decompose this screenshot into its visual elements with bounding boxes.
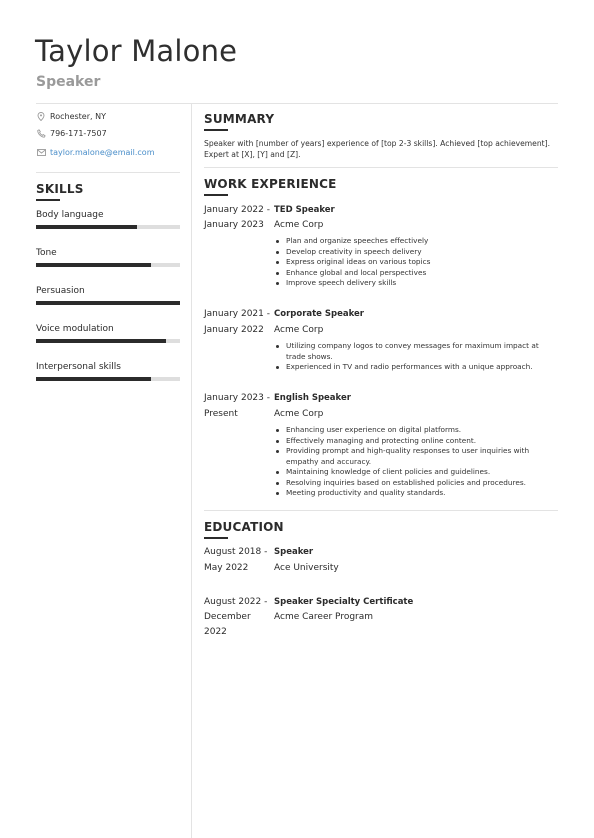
skill-level-bar: [36, 263, 180, 267]
skill-level-fill: [36, 263, 151, 267]
summary-heading-underline: [204, 129, 228, 131]
job-bullet: Plan and organize speeches effectively: [286, 236, 558, 247]
job-bullet: Experienced in TV and radio performances with a unique approach.: [286, 362, 558, 373]
skill-level-fill: [36, 225, 137, 229]
job-bullet: Resolving inquiries based on established policies and procedures.: [286, 478, 558, 489]
job-bullet: Enhancing user experience on digital platforms.: [286, 425, 558, 436]
job-company: Acme Corp: [274, 409, 324, 419]
skill-name: Interpersonal skills: [36, 362, 121, 372]
job-date-from: January 2021 -: [204, 309, 270, 319]
skill-name: Voice modulation: [36, 324, 114, 334]
skill-item: [36, 209, 180, 221]
job-bullets: [286, 236, 558, 289]
job-bullet: Enhance global and local perspectives: [286, 268, 558, 279]
envelope-icon: [36, 147, 46, 157]
edu-degree: Speaker Specialty Certificate: [274, 597, 414, 607]
skill-item: [36, 323, 180, 335]
experience-heading-underline: [204, 194, 228, 196]
phone-icon: [36, 128, 46, 138]
edu-date-to: December 2022: [204, 612, 251, 637]
skill-level-fill: [36, 339, 166, 343]
job-bullets: [286, 341, 558, 373]
job-bullet: Utilizing company logos to convey messages for maximum impact at trade shows.: [286, 341, 558, 362]
column-divider: [191, 104, 192, 838]
job-date-to: January 2023: [204, 220, 264, 230]
contact-phone: [36, 128, 107, 138]
location-pin-icon: [36, 111, 46, 121]
job-bullets: [286, 425, 558, 499]
job-bullet: Meeting productivity and quality standards.: [286, 488, 558, 499]
skill-level-bar: [36, 225, 180, 229]
edu-school: Ace University: [274, 563, 339, 573]
phone-text: 796-171-7507: [50, 128, 107, 138]
candidate-title: Speaker: [36, 74, 101, 90]
summary-text: Speaker with [number of years] experience of [top 2-3 skills]. Achieved [top achievement]. Expert at [X], [Y] and [Z].: [204, 139, 551, 159]
edu-school: Acme Career Program: [274, 612, 374, 622]
job-company: Acme Corp: [274, 325, 324, 335]
job-bullet: Providing prompt and high-quality responses to user inquiries with empathy and accuracy.: [286, 446, 558, 467]
summary-heading: SUMMARY: [204, 112, 275, 126]
job-bullet: Maintaining knowledge of client policies and guidelines.: [286, 467, 558, 478]
job-date-from: January 2022 -: [204, 205, 270, 215]
skill-level-bar: [36, 339, 180, 343]
summary-divider: [204, 167, 558, 168]
edu-date-from: August 2018 -: [204, 547, 268, 557]
job-date-from: January 2023 -: [204, 393, 270, 403]
sidebar-divider: [36, 172, 180, 173]
edu-degree: Speaker: [274, 547, 314, 557]
skill-item: [36, 247, 180, 259]
job-title: English Speaker: [274, 393, 351, 403]
skill-item: [36, 285, 180, 297]
email-link[interactable]: taylor.malone@email.com: [50, 147, 155, 157]
skill-name: Persuasion: [36, 286, 85, 296]
job-date-to: Present: [204, 409, 238, 419]
job-bullet: Improve speech delivery skills: [286, 278, 558, 289]
job-bullet: Express original ideas on various topics: [286, 257, 558, 268]
job-title: TED Speaker: [274, 205, 335, 215]
skill-name: Tone: [36, 248, 57, 258]
header-divider: [36, 103, 558, 104]
skill-level-bar: [36, 301, 180, 305]
skills-heading: SKILLS: [36, 182, 84, 196]
location-text: Rochester, NY: [50, 111, 106, 121]
candidate-name: Taylor Malone: [35, 34, 238, 68]
experience-heading: WORK EXPERIENCE: [204, 177, 337, 191]
skill-level-fill: [36, 377, 151, 381]
skill-name: Body language: [36, 210, 104, 220]
experience-divider: [204, 510, 558, 511]
job-title: Corporate Speaker: [274, 309, 364, 319]
contact-email[interactable]: [36, 147, 154, 157]
skill-level-fill: [36, 301, 180, 305]
job-bullet: Develop creativity in speech delivery: [286, 247, 558, 258]
skill-level-bar: [36, 377, 180, 381]
job-company: Acme Corp: [274, 220, 324, 230]
contact-location: [36, 111, 106, 121]
edu-date-from: August 2022 -: [204, 597, 268, 607]
job-date-to: January 2022: [204, 325, 264, 335]
education-heading: EDUCATION: [204, 520, 284, 534]
skill-item: [36, 361, 180, 373]
edu-date-to: May 2022: [204, 563, 249, 573]
job-bullet: Effectively managing and protecting online content.: [286, 436, 558, 447]
skills-heading-underline: [36, 199, 60, 201]
education-heading-underline: [204, 537, 228, 539]
